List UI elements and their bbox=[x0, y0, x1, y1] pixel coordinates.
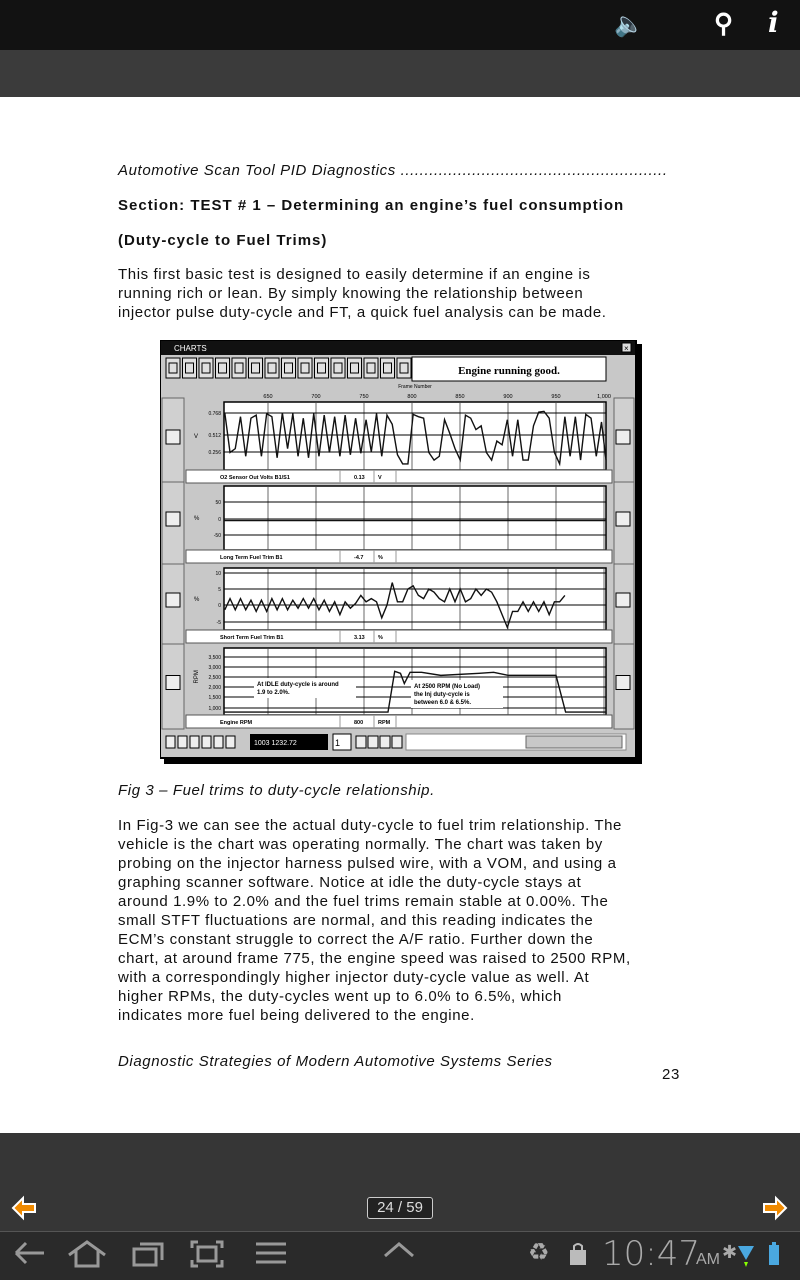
axis-unit: % bbox=[194, 597, 200, 603]
x-tick-label: 1,000 bbox=[597, 394, 611, 400]
previous-page-arrow-icon[interactable] bbox=[11, 1195, 37, 1221]
page-indicator[interactable]: 24 / 59 bbox=[367, 1197, 433, 1219]
toolbar-button[interactable] bbox=[381, 358, 395, 378]
y-tick-label: 3,000 bbox=[208, 665, 221, 671]
panel-settings-icon[interactable] bbox=[166, 430, 180, 444]
clock-ampm: AM bbox=[696, 1251, 720, 1268]
y-tick-label: 0 bbox=[218, 603, 221, 609]
next-page-arrow-icon[interactable] bbox=[762, 1195, 788, 1221]
panel-settings-icon[interactable] bbox=[166, 512, 180, 526]
panel-unit: % bbox=[378, 635, 383, 641]
panel-value: 3.13 bbox=[354, 635, 365, 641]
toolbar-spacer bbox=[0, 50, 800, 97]
navigation-button[interactable] bbox=[392, 736, 402, 748]
toolbar-button[interactable] bbox=[397, 358, 411, 378]
status-text: Engine running good. bbox=[458, 365, 560, 377]
toolbar-button[interactable] bbox=[183, 358, 197, 378]
battery-icon bbox=[768, 1242, 780, 1268]
toolbar-button[interactable] bbox=[166, 358, 180, 378]
page-number: 23 bbox=[662, 1066, 680, 1083]
app-top-bar bbox=[0, 0, 800, 50]
search-icon[interactable]: ⚲ bbox=[714, 8, 734, 38]
screenshot-icon[interactable] bbox=[190, 1240, 224, 1268]
body-line: probing on the injector harness pulsed wire, with a VOM, and using a bbox=[118, 855, 617, 872]
y-tick-label: -50 bbox=[213, 533, 221, 539]
axis-unit: % bbox=[194, 516, 200, 522]
toolbar-button[interactable] bbox=[331, 358, 345, 378]
navigation-button[interactable] bbox=[356, 736, 366, 748]
navigation-button[interactable] bbox=[380, 736, 390, 748]
playback-button[interactable] bbox=[214, 736, 223, 748]
intro-line: running rich or lean. By simply knowing the relationship between bbox=[118, 285, 584, 302]
playback-button[interactable] bbox=[178, 736, 187, 748]
toolbar-button[interactable] bbox=[298, 358, 312, 378]
y-tick-label: 2,500 bbox=[208, 675, 221, 681]
toolbar-button[interactable] bbox=[364, 358, 378, 378]
body-line: higher RPMs, the duty-cycles went up to 6.0% to 6.5%, which bbox=[118, 988, 562, 1005]
wifi-signal-icon bbox=[738, 1244, 754, 1268]
plot-area bbox=[224, 568, 606, 630]
y-tick-label: 1,000 bbox=[208, 706, 221, 712]
spinner-value: 1 bbox=[335, 738, 341, 748]
annotation-2500-1: At 2500 RPM (No Load) bbox=[414, 684, 481, 690]
y-tick-label: 5 bbox=[218, 587, 221, 593]
axis-unit: V bbox=[194, 434, 199, 440]
panel-settings-icon[interactable] bbox=[616, 676, 630, 690]
readout: 1003 1232.72 bbox=[254, 740, 297, 747]
x-axis-label: Frame Number bbox=[398, 384, 432, 390]
body-line: with a correspondingly higher injector duty-cycle value as well. At bbox=[118, 969, 590, 986]
panel-unit: % bbox=[378, 555, 383, 561]
y-tick-label: 2,000 bbox=[208, 685, 221, 691]
back-icon[interactable] bbox=[12, 1240, 46, 1266]
y-tick-label: 3,500 bbox=[208, 655, 221, 661]
clock-time: 10:47 bbox=[602, 1234, 700, 1274]
playback-button[interactable] bbox=[166, 736, 175, 748]
chevron-up-icon[interactable] bbox=[383, 1240, 415, 1260]
panel-label: Long Term Fuel Trim B1 bbox=[220, 555, 283, 561]
y-tick-label: 10 bbox=[215, 571, 221, 577]
recent-apps-icon[interactable] bbox=[132, 1240, 168, 1268]
panel-label: Short Term Fuel Trim B1 bbox=[220, 635, 284, 641]
body-line: vehicle is the chart was operating normally. The chart was taken by bbox=[118, 836, 603, 853]
panel-label: O2 Sensor Out Volts B1/S1 bbox=[220, 475, 290, 481]
playback-button[interactable] bbox=[202, 736, 211, 748]
bluetooth-icon: ✱ bbox=[722, 1242, 738, 1262]
panel-value: -4.7 bbox=[354, 555, 364, 561]
toolbar-button[interactable] bbox=[315, 358, 329, 378]
playback-button[interactable] bbox=[190, 736, 199, 748]
body-line: chart, at around frame 775, the engine speed was raised to 2500 RPM, bbox=[118, 950, 631, 967]
playback-button[interactable] bbox=[226, 736, 235, 748]
section-subtitle: (Duty-cycle to Fuel Trims) bbox=[118, 232, 328, 249]
navigation-button[interactable] bbox=[368, 736, 378, 748]
intro-line: This first basic test is designed to easily determine if an engine is bbox=[118, 266, 591, 283]
body-line: indicates more fuel being delivered to the engine. bbox=[118, 1007, 475, 1024]
x-tick-label: 850 bbox=[455, 394, 465, 400]
panel-value: 800 bbox=[354, 720, 364, 726]
plot-area bbox=[224, 486, 606, 550]
shopping-bag-icon[interactable] bbox=[568, 1242, 588, 1266]
section-title: Section: TEST # 1 – Determining an engine’s fuel consumption bbox=[118, 197, 625, 214]
toolbar-button[interactable] bbox=[249, 358, 263, 378]
charts-figure bbox=[160, 340, 642, 764]
figure-caption: Fig 3 – Fuel trims to duty-cycle relationship. bbox=[118, 782, 435, 799]
volume-icon[interactable]: 🔈 bbox=[614, 11, 644, 38]
toolbar-button[interactable] bbox=[199, 358, 213, 378]
menu-icon[interactable] bbox=[254, 1240, 288, 1266]
toolbar-button[interactable] bbox=[216, 358, 230, 378]
y-tick-label: 0.256 bbox=[208, 450, 221, 456]
info-icon[interactable]: i bbox=[768, 6, 779, 39]
panel-settings-icon[interactable] bbox=[616, 512, 630, 526]
panel-unit: RPM bbox=[378, 720, 391, 726]
y-tick-label: 1,500 bbox=[208, 695, 221, 701]
x-tick-label: 800 bbox=[407, 394, 417, 400]
recycle-icon[interactable]: ♻ bbox=[528, 1239, 550, 1266]
chart-toolbar bbox=[166, 358, 411, 378]
toolbar-button[interactable] bbox=[265, 358, 279, 378]
annotation-2500-3: between 6.0 & 6.5%. bbox=[414, 700, 472, 706]
svg-text:×: × bbox=[624, 344, 629, 353]
annotation-2500-2: the Inj duty-cycle is bbox=[414, 692, 470, 698]
y-tick-label: 50 bbox=[215, 500, 221, 506]
panel-settings-icon[interactable] bbox=[616, 593, 630, 607]
panel-settings-icon[interactable] bbox=[616, 430, 630, 444]
x-tick-label: 650 bbox=[263, 394, 273, 400]
chart-title-bar bbox=[161, 341, 635, 355]
toolbar-button[interactable] bbox=[348, 358, 362, 378]
body-line: graphing scanner software. Notice at idle the duty-cycle stays at bbox=[118, 874, 582, 891]
y-tick-label: 0 bbox=[218, 517, 221, 523]
plot-area bbox=[224, 402, 606, 470]
toolbar-button[interactable] bbox=[282, 358, 296, 378]
footer-series: Diagnostic Strategies of Modern Automotive Systems Series bbox=[118, 1053, 553, 1070]
panel-label: Engine RPM bbox=[220, 720, 253, 726]
body-line: small STFT fluctuations are normal, and this reading indicates the bbox=[118, 912, 594, 929]
annotation-idle-1: At IDLE duty-cycle is around bbox=[257, 682, 339, 688]
body-line: around 1.9% to 2.0% and the fuel trims remain stable at 0.00%. The bbox=[118, 893, 609, 910]
panel-settings-icon[interactable] bbox=[166, 676, 180, 690]
body-line: ECM’s constant struggle to correct the A/F ratio. Further down the bbox=[118, 931, 594, 948]
panel-unit: V bbox=[378, 475, 382, 481]
intro-line: injector pulse duty-cycle and FT, a quick fuel analysis can be made. bbox=[118, 304, 607, 321]
chart-window-title: CHARTS bbox=[174, 344, 207, 353]
toolbar-button[interactable] bbox=[232, 358, 246, 378]
y-tick-label: 0.768 bbox=[208, 411, 221, 417]
annotation-idle-2: 1.9 to 2.0%. bbox=[257, 690, 290, 696]
x-tick-label: 750 bbox=[359, 394, 369, 400]
axis-unit: RPM bbox=[194, 670, 200, 684]
y-tick-label: 0.512 bbox=[208, 433, 221, 439]
y-tick-label: -5 bbox=[216, 620, 221, 626]
x-tick-label: 950 bbox=[551, 394, 561, 400]
x-tick-label: 900 bbox=[503, 394, 513, 400]
home-icon[interactable] bbox=[66, 1240, 108, 1268]
body-line: In Fig-3 we can see the actual duty-cycle to fuel trim relationship. The bbox=[118, 817, 622, 834]
panel-value: 0.13 bbox=[354, 475, 365, 481]
running-header: Automotive Scan Tool PID Diagnostics ........................................................ bbox=[118, 162, 668, 179]
panel-settings-icon[interactable] bbox=[166, 593, 180, 607]
x-tick-label: 700 bbox=[311, 394, 321, 400]
